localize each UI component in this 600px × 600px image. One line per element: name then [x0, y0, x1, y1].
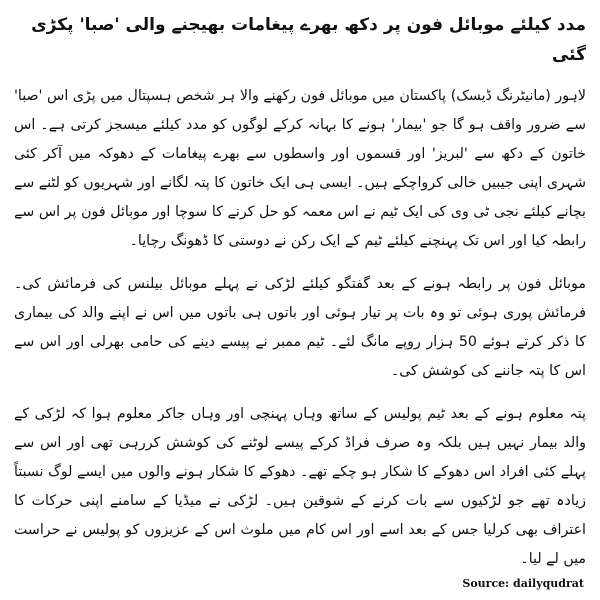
article-headline: مدد کیلئے موبائل فون پر دکھ بھرے پیغامات بھیجنے والی 'صبا' پکڑی گئی — [31, 15, 586, 65]
article-paragraph-3: پتہ معلوم ہونے کے بعد ٹیم پولیس کے ساتھ وہاں پہنچی اور وہاں جاکر معلوم ہوا کہ لڑکی کے والد بیمار نہیں ہیں بلکہ وہ صرف فراڈ کرکے پیسے لوٹنے کی کوشش کررہی تھی اور اس سے پہلے کئی افراد اس دھوکے کا شکار ہو چکے تھے۔ دھوکے کا شکار ہونے والوں میں ایسے لوگ نسبتاً زیادہ تھے جو لڑکیوں سے بات کرنے کے شوقین ہیں۔ لڑکی نے میڈیا کے سامنے اپنی حرکات کا اعتراف بھی کرلیا جس کے بعد اسے اور اس کام میں ملوث اس کے عزیزوں کو پولیس نے حراست میں لے لیا۔ — [14, 406, 586, 567]
article-paragraph-2: موبائل فون پر رابطہ ہونے کے بعد گفتگو کیلئے لڑکی نے پہلے موبائل بیلنس کی فرمائش کی۔ فرمائش پوری ہوئی تو وہ بات پر تیار ہوئی اور باتوں ہی باتوں میں اس نے اپنے والد کی بیماری کا ذکر کرتے ہوئے 50 ہزار روپے مانگ لئے۔ ٹیم ممبر نے پیسے دینے کی حامی بھرلی اور اس سے اس کا پتہ جاننے کی کوشش کی۔ — [14, 276, 586, 379]
article-paragraph-1: لاہور (مانیٹرنگ ڈیسک) پاکستان میں موبائل فون رکھنے والا ہر شخص ہسپتال میں پڑی اس 'صبا' سے ضرور واقف ہو گا جو 'بیمار' ہونے کا بہانہ کرکے لوگوں کو مدد کیلئے میسجز کرتی ہے۔ اس خاتون کے دکھ سے 'لبریز' اور قسموں اور واسطوں سے بھرے پیغامات کے دھوکہ میں آکر کئی شہری اپنی جیبیں خالی کرواچکے ہیں۔ ایسی ہی ایک خاتون کا پتہ لگانے اور شہریوں کو لٹنے سے بچانے کیلئے نجی ٹی وی کی ایک ٹیم نے اس معمہ کو حل کرنے کا سوچا اور موبائل فون پر اس سے رابطہ کیا اور اس تک پہنچنے کیلئے ٹیم کے ایک رکن نے دوستی کا ڈھونگ رچایا۔ — [14, 88, 586, 249]
source-credit: Source: dailyqudrat — [462, 577, 584, 590]
